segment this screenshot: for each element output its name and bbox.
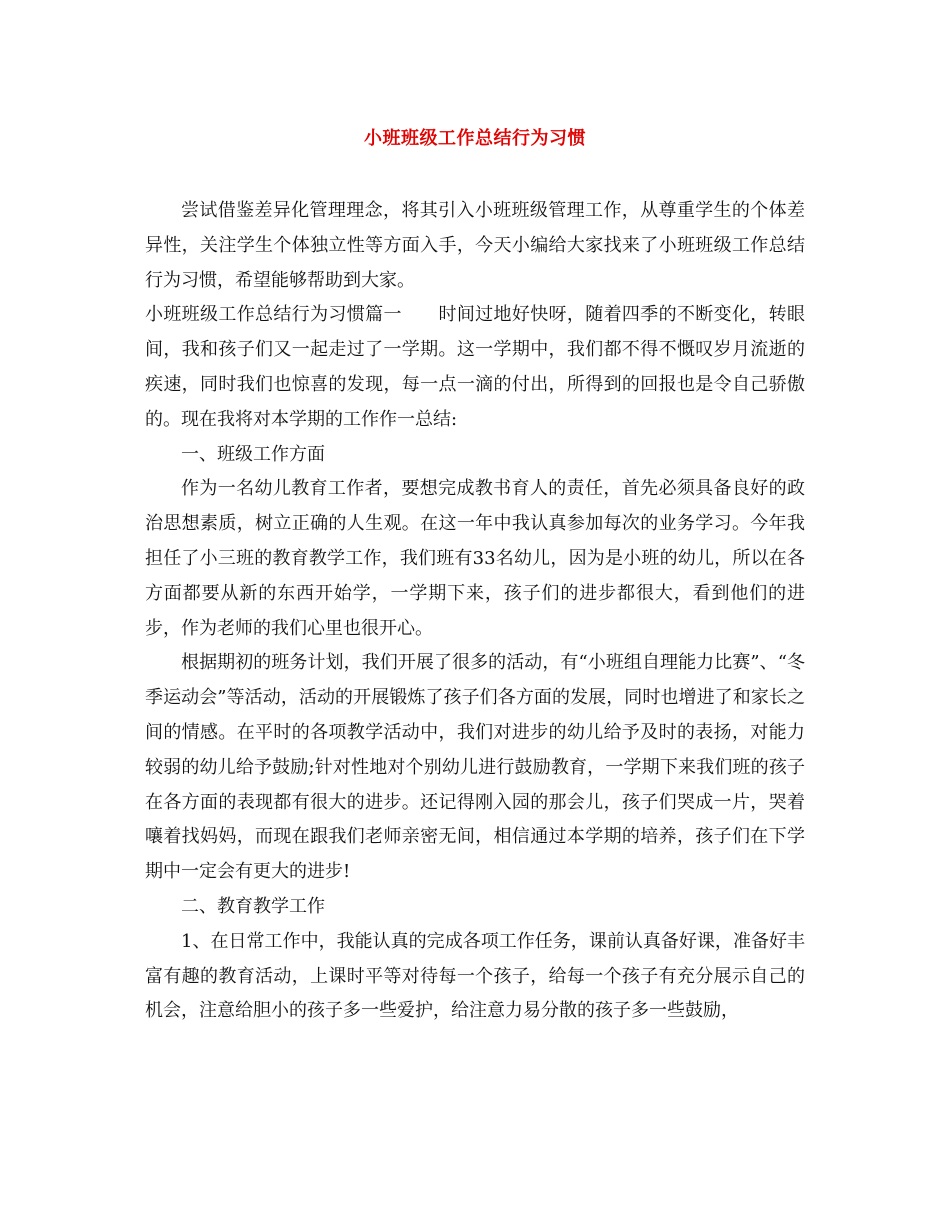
paragraph-intro: 尝试借鉴差异化管理理念，将其引入小班班级管理工作，从尊重学生的个体差异性，关注学生个体独立性等方面入手，今天小编给大家找来了小班班级工作总结行为习惯，希望能够帮助到大家。 <box>145 200 805 291</box>
paragraph-class-work-1: 作为一名幼儿教育工作者，要想完成教书育人的责任，首先必须具备良好的政治思想素质，树立正确的人生观。在这一年中我认真参加每次的业务学习。今年我担任了小三班的教育教学工作，我们班有33名幼儿，因为是小班的幼儿，所以在各方面都要从新的东西开始学，一学期下来，孩子们的进步都很大，看到他们的进步，作为老师的我们心里也很开心。 <box>145 478 805 639</box>
paragraph-part-one: 小班班级工作总结行为习惯篇一 时间过地好快呀，随着四季的不断变化，转眼间，我和孩子们又一起走过了一学期。这一学期中，我们都不得不慨叹岁月流逝的疾速，同时我们也惊喜的发现，每一点一滴的付出，所得到的回报也是令自己骄傲的。现在我将对本学期的工作作一总结: <box>145 304 805 430</box>
document-title: 小班班级工作总结行为习惯 <box>364 128 586 149</box>
document-body <box>145 194 805 1029</box>
paragraph-class-work-2: 根据期初的班务计划，我们开展了很多的活动，有“小班组自理能力比赛”、“冬季运动会”等活动，活动的开展锻炼了孩子们各方面的发展，同时也增进了和家长之间的情感。在平时的各项教学活动中，我们对进步的幼儿给予及时的表扬，对能力较弱的幼儿给予鼓励;针对性地对个别幼儿进行鼓励教育，一学期下来我们班的孩子在各方面的表现都有很大的进步。还记得刚入园的那会儿，孩子们哭成一片，哭着嚷着找妈妈，而现在跟我们老师亲密无间，相信通过本学期的培养，孩子们在下学期中一定会有更大的进步! <box>145 652 805 883</box>
section-heading-teaching: 二、教育教学工作 <box>181 895 325 917</box>
section-heading-class-work: 一、班级工作方面 <box>181 443 325 465</box>
paragraph-teaching-1: 1、在日常工作中，我能认真的完成各项工作任务，课前认真备好课，准备好丰富有趣的教育活动，上课时平等对待每一个孩子，给每一个孩子有充分展示自己的机会，注意给胆小的孩子多一些爱护，给注意力易分散的孩子多一些鼓励， <box>145 930 805 1022</box>
